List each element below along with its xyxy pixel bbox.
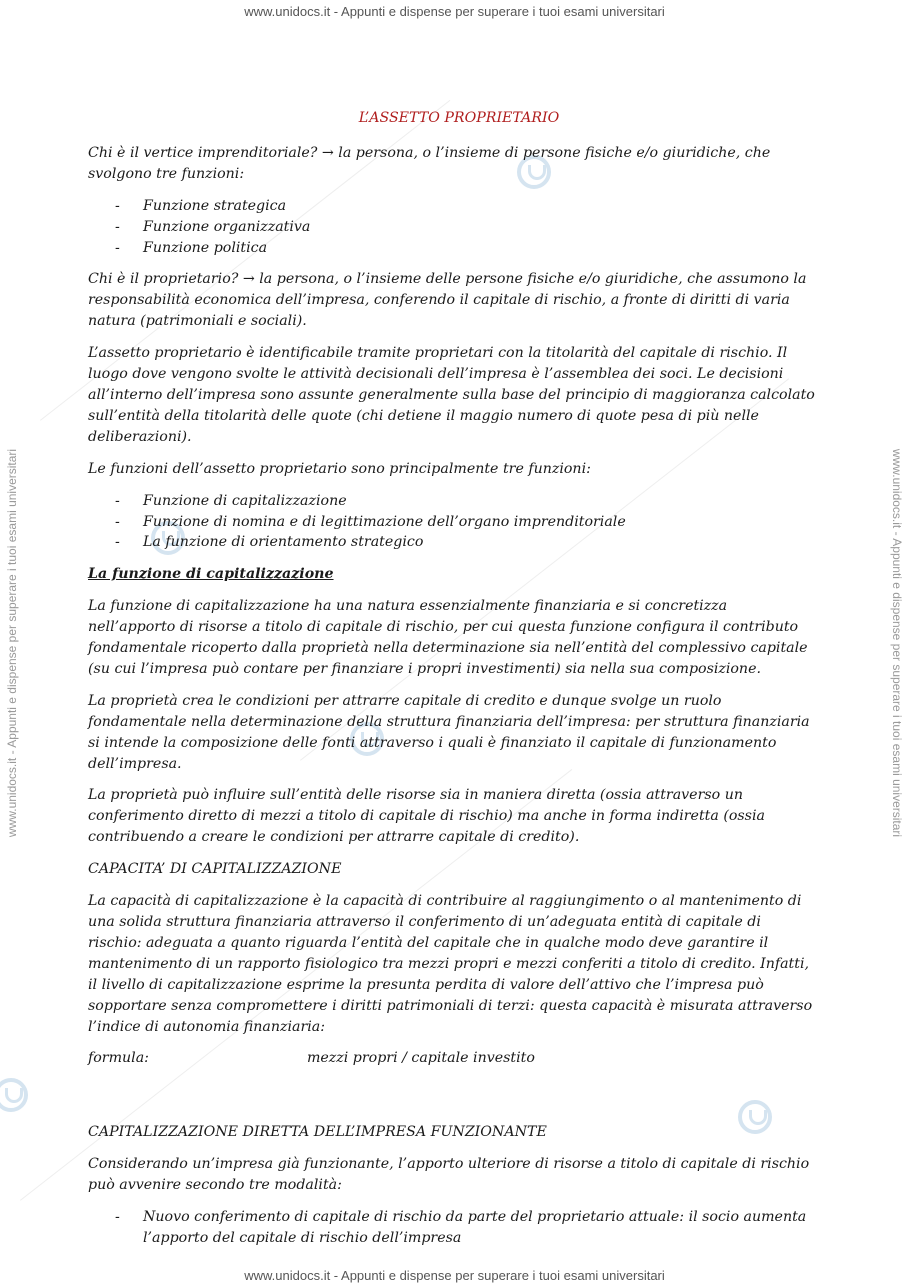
paragraph-assetto: L’assetto proprietario è identificabile tramite proprietari con la titolarità del capitale di rischio. Il luogo dove vengono svolte le attività decisionali dell’impresa è l’assemblea dei soci. Le decisioni all’interno dell’impresa sono assunte generalmente sulla base del principio di maggioranza calcolato sull’entità della titolarità delle quote (chi detiene il maggio numero di quote pesa di più nelle deliberazioni). (88, 345, 815, 445)
paragraph-capacita: La capacità di capitalizzazione è la capacità di contribuire al raggiungimento o al mantenimento di una solida struttura finanziaria attraverso il conferimento di un’adeguata entità di capitale di rischio: adeguata a quanto riguarda l’entità del capitale che in qualche modo deve garantire il mantenimento di un rapporto fisiologico tra mezzi propri e mezzi conferiti a titolo di credito. Infatti, il livello di capitalizzazione esprime la presunta perdita di valore dell’attivo che l’impresa può sopportare senza compromettere i diritti patrimoniali di terzi: questa capacità è misurata attraverso l’indice di autonomia finanziaria: (88, 893, 813, 1035)
list-item: - Funzione di capitalizzazione (88, 491, 818, 512)
paragraph-vertice: Chi è il vertice imprenditoriale? → la persona, o l’insieme di persone fisiche e/o giuridiche, che svolgono tre funzioni: (88, 144, 771, 182)
bottom-banner: www.unidocs.it - Appunti e dispense per superare i tuoi esami universitari (244, 1268, 665, 1283)
list-item: - Funzione organizzativa (88, 217, 818, 238)
paragraph-capitalizzazione: La funzione di capitalizzazione ha una natura essenzialmente finanziaria e si concretizza nell’apporto di risorse a titolo di capitale di rischio, per cui questa funzione configura il contributo fondamentale ricoperto dalla proprietà nella determinazione sia nell’entità del complessivo capitale (su cui l’impresa può contare per finanziare i propri investimenti) sia nella sua composizione. (88, 598, 808, 677)
left-side-watermark: www.unidocs.it - Appunti e dispense per superare i tuoi esami universitari (5, 448, 20, 838)
top-banner: www.unidocs.it - Appunti e dispense per superare i tuoi esami universitari (244, 4, 665, 19)
section-heading-capacita: CAPACITA’ DI CAPITALIZZAZIONE (88, 861, 342, 878)
section-heading-capitalizzazione: La funzione di capitalizzazione (88, 566, 334, 583)
list-item: - Nuovo conferimento di capitale di rischio da parte del proprietario attuale: il socio aumenta l’apporto del capitale di rischio dell’impresa (88, 1207, 818, 1249)
paragraph-credito: La proprietà crea le condizioni per attrarre capitale di credito e dunque svolge un ruolo fondamentale nella determinazione della struttura finanziaria dell’impresa: per struttura finanziaria si intende la composizione delle fonti attraverso i quali è finanziato il capitale di funzionamento dell’impresa. (88, 692, 810, 772)
page-title: L’ASSETTO PROPRIETARIO (358, 110, 560, 126)
list-funzioni-vertice (88, 196, 818, 259)
paragraph-proprietario: Chi è il proprietario? → la persona, o l’insieme delle persone fisiche e/o giuridiche, che assumono la responsabilità economica dell’impresa, conferendo il capitale di rischio, a fronte di diritti di varia natura (patrimoniali e sociali). (88, 271, 807, 330)
list-modalita (88, 1207, 818, 1249)
section-heading-diretta: CAPITALIZZAZIONE DIRETTA DELL’IMPRESA FUNZIONANTE (88, 1124, 547, 1141)
list-funzioni-assetto (88, 491, 818, 554)
list-item: - La funzione di orientamento strategico (88, 532, 818, 553)
paragraph-influenza: La proprietà può influire sull’entità delle risorse sia in maniera diretta (ossia attraverso un conferimento diretto di mezzi a titolo di capitale di rischio) ma anche in forma indiretta (ossia contribuendo a creare le condizioni per attrarre capitale di credito). (88, 787, 765, 846)
formula-expression: mezzi propri / capitale investito (306, 1050, 535, 1067)
formula-line (88, 1048, 818, 1069)
paragraph-funzioni-intro: Le funzioni dell’assetto proprietario sono principalmente tre funzioni: (88, 460, 591, 477)
right-side-watermark: www.unidocs.it - Appunti e dispense per superare i tuoi esami universitari (890, 448, 905, 838)
list-item: - Funzione strategica (88, 196, 818, 217)
paragraph-modalita: Considerando un’impresa già funzionante, l’apporto ulteriore di risorse a titolo di capitale di rischio può avvenire secondo tre modalità: (88, 1156, 810, 1194)
list-item: - Funzione di nomina e di legittimazione dell’organo imprenditoriale (88, 512, 818, 533)
formula-label: formula: (88, 1050, 149, 1067)
document-body (88, 108, 818, 1260)
list-item: - Funzione politica (88, 238, 818, 259)
